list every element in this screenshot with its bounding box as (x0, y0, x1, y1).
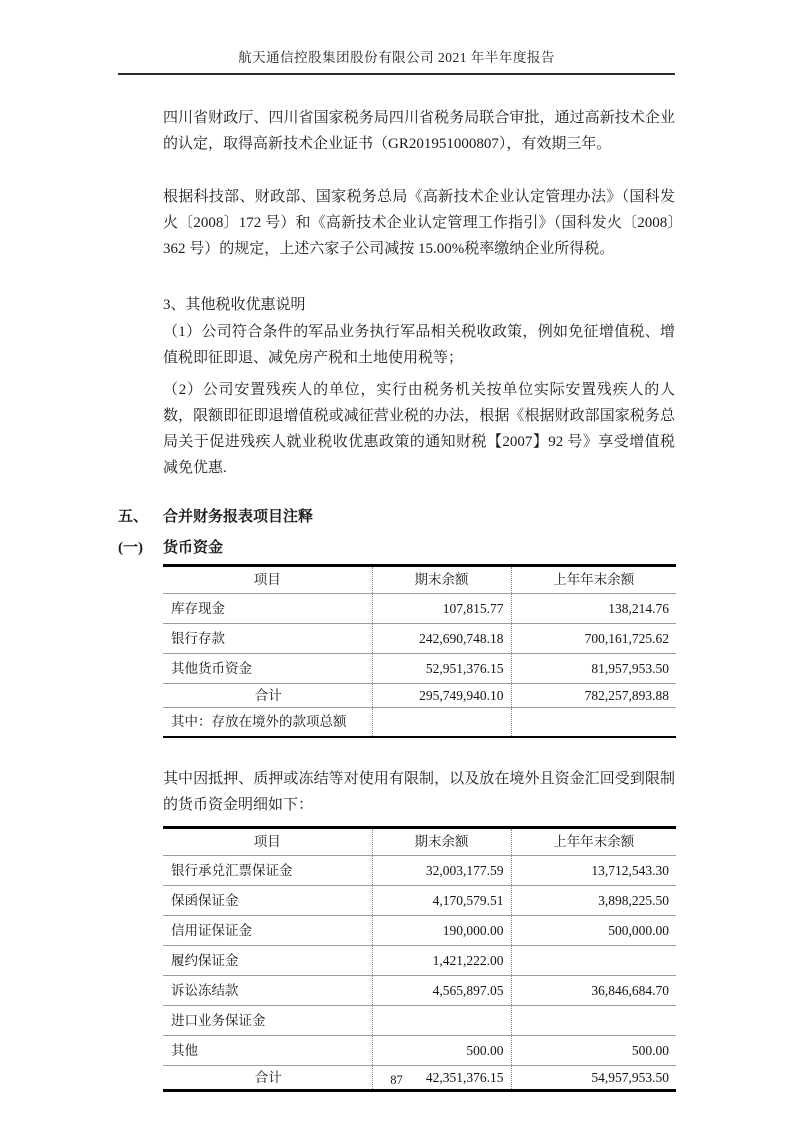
header-prior-year-balance: 上年年末余额 (511, 828, 676, 856)
table-header-row (163, 566, 676, 594)
section-number: 五、 (118, 509, 149, 525)
table-header (163, 566, 676, 594)
header-item: 项目 (253, 834, 281, 849)
cell-prior-year-balance (511, 1006, 676, 1036)
table-body (163, 594, 676, 738)
cell-item: 其他 (163, 1036, 372, 1066)
cell-prior-year-balance: 500.00 (511, 1036, 676, 1066)
cell-item: 其他货币资金 (163, 654, 372, 684)
cell-item: 合计 (163, 684, 372, 708)
cell-prior-year-balance: 700,161,725.62 (511, 624, 676, 654)
header-item: 项目 (253, 572, 281, 587)
running-header (118, 46, 675, 75)
table-header-row (163, 828, 676, 856)
cell-ending-balance (372, 1006, 511, 1036)
cell-prior-year-balance: 54,957,953.50 (511, 1066, 676, 1091)
report-title: 航天通信控股集团股份有限公司 2021 年半年度报告 (238, 50, 555, 65)
cell-prior-year-balance (511, 708, 676, 738)
table-row (163, 594, 676, 624)
cell-ending-balance: 500.00 (372, 1036, 511, 1066)
table-row (163, 684, 676, 708)
table-row (163, 946, 676, 976)
header-ending-balance: 期末余额 (372, 828, 511, 856)
cell-ending-balance: 4,565,897.05 (372, 976, 511, 1006)
table-row (163, 1006, 676, 1036)
cell-prior-year-balance: 782,257,893.88 (511, 684, 676, 708)
cell-ending-balance: 190,000.00 (372, 916, 511, 946)
cell-prior-year-balance: 81,957,953.50 (511, 654, 676, 684)
cell-prior-year-balance: 3,898,225.50 (511, 886, 676, 916)
content-area (118, 46, 675, 1092)
paragraph-hightech-approval: 四川省财政厅、四川省国家税务局四川省税务局联合审批，通过高新技术企业的认定，取得高新技术企业证书（GR201951000807），有效期三年。 (163, 110, 675, 152)
paragraph-military-policy: （1）公司符合条件的军品业务执行军品相关税收政策，例如免征增值税、增值税即征即退、减免房产税和土地使用税等； (163, 324, 675, 366)
cell-ending-balance: 107,815.77 (372, 594, 511, 624)
paragraph-restricted-funds-intro: 其中因抵押、质押或冻结等对使用有限制，以及放在境外且资金汇回受到限制的货币资金明细如下： (163, 771, 675, 813)
header-prior-year-balance: 上年年末余额 (511, 566, 676, 594)
table-row (163, 856, 676, 886)
section-heading-notes (118, 505, 675, 529)
table-row (163, 1036, 676, 1066)
cell-item: 银行承兑汇票保证金 (163, 856, 372, 886)
table-body (163, 856, 676, 1091)
cell-prior-year-balance: 13,712,543.30 (511, 856, 676, 886)
cell-ending-balance (372, 708, 511, 738)
cell-ending-balance: 42,351,376.15 (372, 1066, 511, 1091)
cell-prior-year-balance: 500,000.00 (511, 916, 676, 946)
subsection-number: (一) (118, 540, 143, 556)
table-row (163, 916, 676, 946)
cell-ending-balance: 4,170,579.51 (372, 886, 511, 916)
section-title: 合并财务报表项目注释 (163, 509, 314, 525)
section-heading-monetary-funds (118, 536, 675, 560)
cell-item: 其中：存放在境外的款项总额 (163, 708, 372, 738)
cell-item: 信用证保证金 (163, 916, 372, 946)
table-row (163, 624, 676, 654)
restricted-funds-table (163, 826, 676, 1092)
table-row (163, 654, 676, 684)
cell-item: 合计 (163, 1066, 372, 1091)
paragraph-other-tax-heading: 3、其他税收优惠说明 (163, 297, 306, 313)
monetary-funds-table (163, 564, 676, 738)
cell-ending-balance: 32,003,177.59 (372, 856, 511, 886)
cell-item: 库存现金 (163, 594, 372, 624)
cell-ending-balance: 52,951,376.15 (372, 654, 511, 684)
cell-ending-balance: 242,690,748.18 (372, 624, 511, 654)
cell-item: 诉讼冻结款 (163, 976, 372, 1006)
paragraph-disabled-policy: （2）公司安置残疾人的单位，实行由税务机关按单位实际安置残疾人的人数，限额即征即退增值税或减征营业税的办法，根据《根据财政部国家税务总局关于促进残疾人就业税收优惠政策的通知财税【2007】92 号》享受增值税减免优惠. (163, 382, 675, 476)
cell-ending-balance: 295,749,940.10 (372, 684, 511, 708)
cell-prior-year-balance (511, 946, 676, 976)
table-header (163, 828, 676, 856)
paragraph-tax-rate: 根据科技部、财政部、国家税务总局《高新技术企业认定管理办法》（国科发火〔2008〕172 号）和《高新技术企业认定管理工作指引》（国科发火〔2008〕362 号）的规定，上述六家子公司减按 15.00%税率缴纳企业所得税。 (163, 189, 675, 257)
subsection-title: 货币资金 (163, 540, 224, 556)
cell-prior-year-balance: 138,214.76 (511, 594, 676, 624)
table-row (163, 708, 676, 738)
page-number: 87 (390, 1073, 403, 1087)
cell-item: 进口业务保证金 (163, 1006, 372, 1036)
cell-item: 保函保证金 (163, 886, 372, 916)
cell-item: 银行存款 (163, 624, 372, 654)
cell-prior-year-balance: 36,846,684.70 (511, 976, 676, 1006)
table-row (163, 976, 676, 1006)
table-row (163, 886, 676, 916)
header-ending-balance: 期末余额 (372, 566, 511, 594)
cell-ending-balance: 1,421,222.00 (372, 946, 511, 976)
cell-item: 履约保证金 (163, 946, 372, 976)
